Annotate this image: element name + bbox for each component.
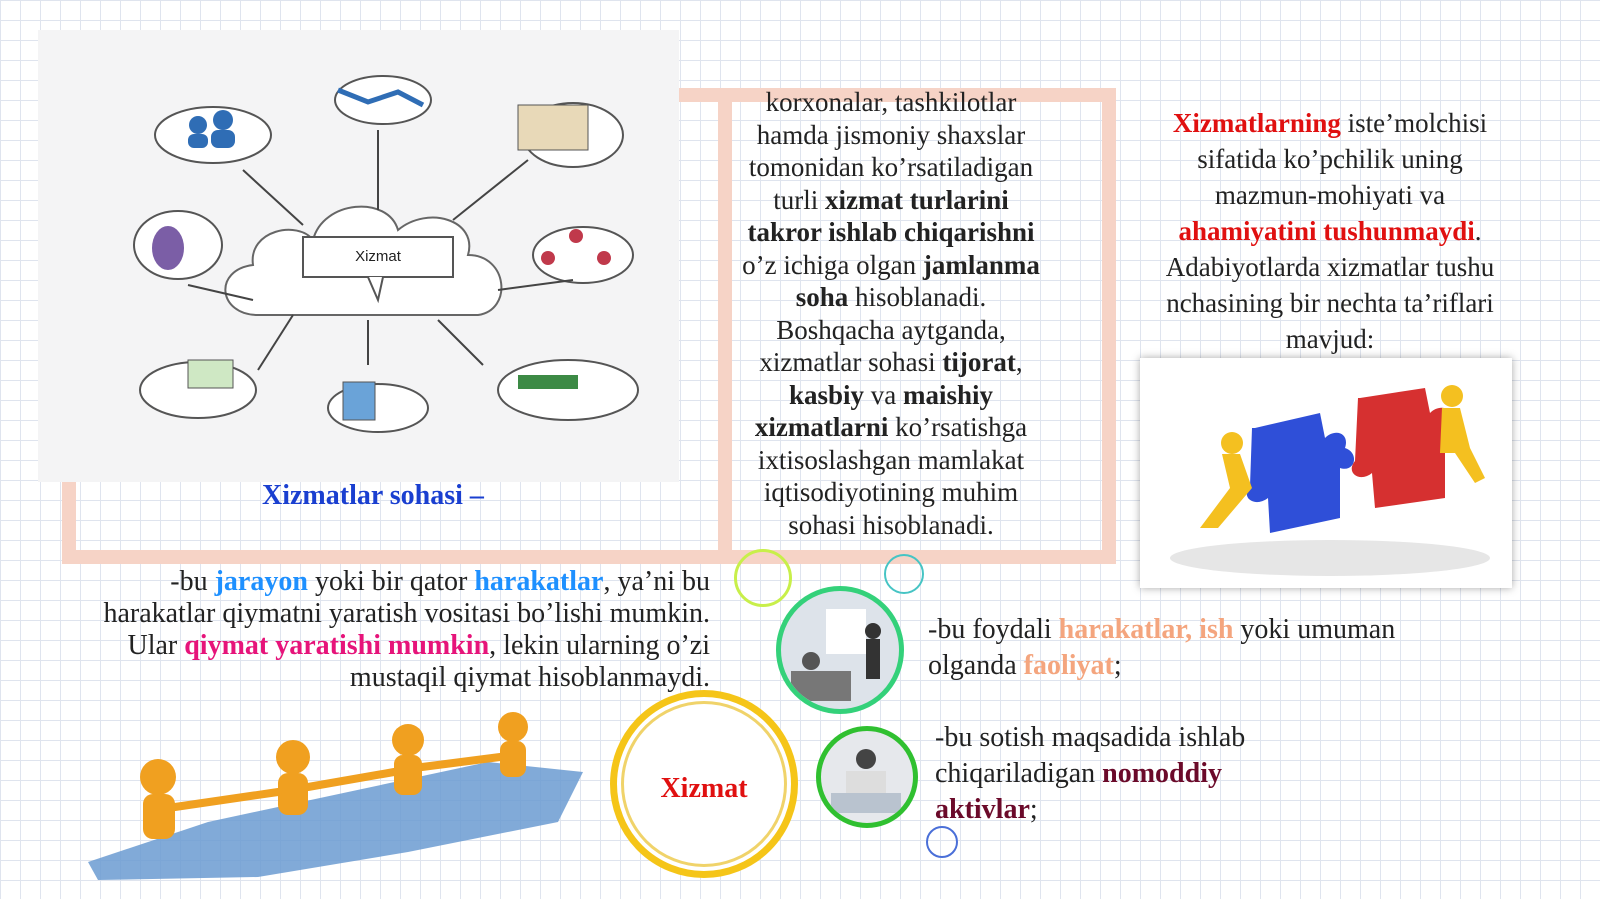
text: , — [1015, 347, 1023, 377]
services-diagram — [38, 30, 679, 482]
middle-paragraph — [742, 86, 1040, 541]
teamwork-photo — [816, 726, 918, 828]
text: , lekin ularning o’zi mustaqil qiymat hisoblanmaydi. — [349, 630, 710, 693]
text: -bu sotish maqsadida ishlab chiqariladigan — [935, 722, 1246, 789]
decor-circle-blue — [926, 826, 958, 858]
text: yoki bir qator — [307, 566, 475, 597]
bullet-1 — [928, 612, 1488, 684]
text: hisoblanadi. Boshqacha aytganda, xizmatlar sohasi — [759, 282, 1006, 377]
text: , ya’ni bu harakatlar qiymatni yaratish vositasi bo’lishi mumkin. Ular — [103, 566, 710, 661]
diagram-center-label: Xizmat — [355, 248, 401, 265]
xizmat-circle — [610, 690, 798, 878]
bold-phrase: tijorat — [942, 347, 1016, 377]
section-heading: Xizmatlar sohasi – — [262, 480, 484, 511]
keyword-harakatlar-ish: harakatlar, ish — [1058, 614, 1234, 645]
keyword-nomoddiy: nomoddiy aktivlar — [935, 758, 1222, 825]
text: ko’rsatishga ixtisoslashgan mamlakat iqtisodiyotining muhim sohasi hisoblanadi. — [757, 412, 1028, 540]
right-paragraph — [1145, 105, 1515, 357]
text: yoki umuman olganda — [928, 614, 1396, 681]
bold-phrase: jamlanma soha — [795, 249, 1040, 312]
text: iste’molchisi sifatida ko’pchilik uning mazmun-mohiyati va — [1197, 108, 1488, 210]
text: -bu foydali — [928, 614, 1059, 645]
decor-circle-teal — [884, 554, 924, 594]
bold-phrase: maishiy xizmatlarni — [754, 379, 994, 442]
keyword-faoliyat: faoliyat — [1023, 650, 1114, 681]
text: ; — [1029, 794, 1038, 825]
left-paragraph — [80, 566, 710, 694]
text: korxonalar, tashkilotlar hamda jismoniy shaxslar tomonidan ko’rsatiladigan turli — [748, 87, 1034, 215]
meeting-photo — [776, 586, 904, 714]
puzzle-pieces-image — [1140, 358, 1512, 588]
keyword-ahamiyatini: ahamiyatini tushunmaydi — [1178, 216, 1475, 246]
keyword-jarayon: jarayon — [214, 566, 308, 597]
bullet-2 — [935, 720, 1305, 828]
keyword-qiymat: qiymat yaratishi mumkin — [184, 630, 490, 661]
decor-circle-yellowgreen — [734, 549, 792, 607]
keyword-harakatlar: harakatlar — [474, 566, 604, 597]
xizmat-circle-label: Xizmat — [660, 773, 748, 804]
text: va — [864, 379, 903, 410]
bold-phrase: kasbiy — [788, 379, 865, 410]
text: ; — [1113, 650, 1122, 681]
keyword-xizmatlarning: Xizmatlarning — [1172, 108, 1341, 138]
puzzle-team-illustration — [88, 712, 588, 882]
bold-phrase: xizmat turlarini takror ishlab chiqarishni — [747, 184, 1035, 247]
text: o’z ichiga olgan — [742, 249, 923, 280]
text: -bu — [170, 566, 215, 597]
text: . Adabiyotlarda xizmatlar tushu nchasining bir nechta ta’riflari mavjud: — [1165, 216, 1495, 354]
